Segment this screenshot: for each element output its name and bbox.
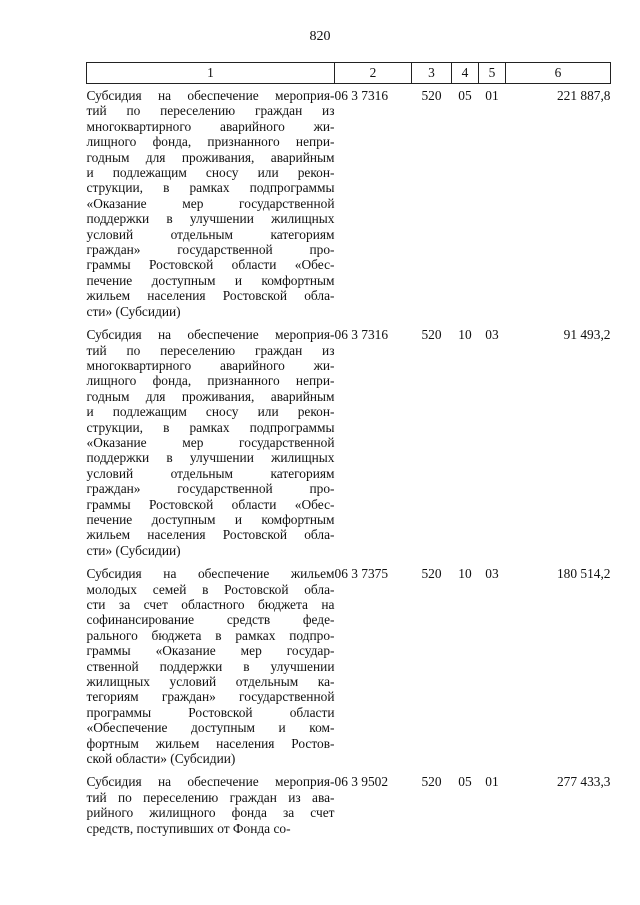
- description-line: лищного фонда, признанного непри-: [86, 373, 335, 389]
- description-line: годным для проживания, аварийным: [86, 149, 335, 165]
- subsection-code: 03: [485, 566, 499, 582]
- amount-value: 180 514,2: [556, 566, 611, 582]
- row-description: [87, 566, 335, 774]
- expense-type-code: 520: [421, 327, 442, 343]
- section-code: 10: [458, 327, 472, 343]
- description-line: поддержки в улучшении жилищных: [86, 450, 335, 466]
- description-line: тий по переселению граждан из: [86, 103, 335, 119]
- description-line: условий отдельным категориям: [86, 465, 335, 481]
- description-line: печение доступным и комфортным: [86, 511, 335, 527]
- row-description: [87, 84, 335, 328]
- description-line: рального бюджета в рамках подпро-: [86, 627, 335, 643]
- description-line: Субсидия на обеспечение мероприя-: [86, 88, 335, 103]
- column-header-2: 2: [335, 63, 412, 84]
- expense-type-code: 520: [421, 88, 442, 103]
- description-line: фортным жильем населения Ростов-: [86, 735, 335, 751]
- row-description: [87, 327, 335, 566]
- description-line: тий по переселению граждан из: [86, 342, 335, 358]
- budget-table: [86, 62, 611, 844]
- description-line: граммы Ростовской области «Обес-: [86, 496, 335, 512]
- section-code: 10: [458, 566, 472, 582]
- description-line: граждан» государственной про-: [86, 481, 335, 497]
- description-line: ственной поддержки в улучшении: [86, 658, 335, 674]
- expense-type-code: 520: [421, 566, 442, 582]
- description-line: Субсидия на обеспечение мероприя-: [86, 774, 335, 790]
- table-row: [87, 774, 611, 844]
- row-description: [87, 774, 335, 844]
- target-article-code: 06 3 7316: [334, 327, 389, 343]
- description-line: «Обеспечение доступным и ком-: [86, 720, 335, 736]
- table-row: [87, 327, 611, 566]
- description-line: Субсидия на обеспечение жильем: [86, 566, 335, 582]
- column-header-1: 1: [87, 63, 335, 84]
- description-line: тегориям граждан» государственной: [86, 689, 335, 705]
- amount-value: 277 433,3: [556, 774, 611, 790]
- subsection-code: 01: [485, 88, 499, 103]
- description-line: и подлежащим сносу или рекон-: [86, 165, 335, 181]
- subsection-code: 03: [485, 327, 499, 343]
- section-code: 05: [458, 774, 472, 790]
- description-line: многоквартирного аварийного жи-: [86, 357, 335, 373]
- description-line: многоквартирного аварийного жи-: [86, 118, 335, 134]
- description-line: Субсидия на обеспечение мероприя-: [86, 327, 335, 343]
- column-header-4: 4: [452, 63, 479, 84]
- description-line: условий отдельным категориям: [86, 226, 335, 242]
- column-header-6: 6: [506, 63, 611, 84]
- description-line: жилищных условий отдельным ка-: [86, 674, 335, 690]
- description-line: поддержки в улучшении жилищных: [86, 211, 335, 227]
- description-line: печение доступным и комфортным: [86, 272, 335, 288]
- description-line: «Оказание мер государственной: [86, 434, 335, 450]
- description-line: граммы «Оказание мер государ-: [86, 643, 335, 659]
- column-header-3: 3: [412, 63, 452, 84]
- description-line: сти за счет областного бюджета на: [86, 597, 335, 612]
- description-line: граждан» государственной про-: [86, 242, 335, 258]
- amount-value: 91 493,2: [563, 327, 611, 343]
- description-line: сти» (Субсидии): [86, 542, 181, 558]
- description-line: струкции, в рамках подпрограммы: [86, 419, 335, 435]
- description-line: рийного жилищного фонда за счет: [86, 805, 335, 821]
- table-row: [87, 84, 611, 328]
- target-article-code: 06 3 9502: [334, 774, 389, 790]
- description-line: сти» (Субсидии): [86, 303, 181, 319]
- description-line: струкции, в рамках подпрограммы: [86, 180, 335, 196]
- description-line: софинансирование средств феде-: [86, 612, 335, 628]
- column-header-5: 5: [479, 63, 506, 84]
- description-line: и подлежащим сносу или рекон-: [86, 404, 335, 420]
- target-article-code: 06 3 7316: [334, 88, 389, 103]
- description-line: программы Ростовской области: [86, 704, 335, 720]
- section-code: 05: [458, 88, 472, 103]
- table-header-row: [87, 63, 611, 84]
- description-line: граммы Ростовской области «Обес-: [86, 257, 335, 273]
- subsection-code: 01: [485, 774, 499, 790]
- description-line: ской области» (Субсидии): [86, 751, 236, 767]
- description-line: годным для проживания, аварийным: [86, 388, 335, 404]
- table-row: [87, 566, 611, 774]
- description-line: тий по переселению граждан из ава-: [86, 789, 335, 805]
- description-line: лищного фонда, признанного непри-: [86, 134, 335, 150]
- target-article-code: 06 3 7375: [334, 566, 389, 582]
- description-line: жильем населения Ростовской обла-: [86, 288, 335, 304]
- description-line: «Оказание мер государственной: [86, 195, 335, 211]
- description-line: молодых семей в Ростовской обла-: [86, 581, 335, 597]
- description-line: жильем населения Ростовской обла-: [86, 527, 335, 543]
- amount-value: 221 887,8: [556, 88, 611, 103]
- description-line: средств, поступивших от Фонда со-: [86, 820, 291, 836]
- page-number: 820: [309, 29, 331, 44]
- expense-type-code: 520: [421, 774, 442, 790]
